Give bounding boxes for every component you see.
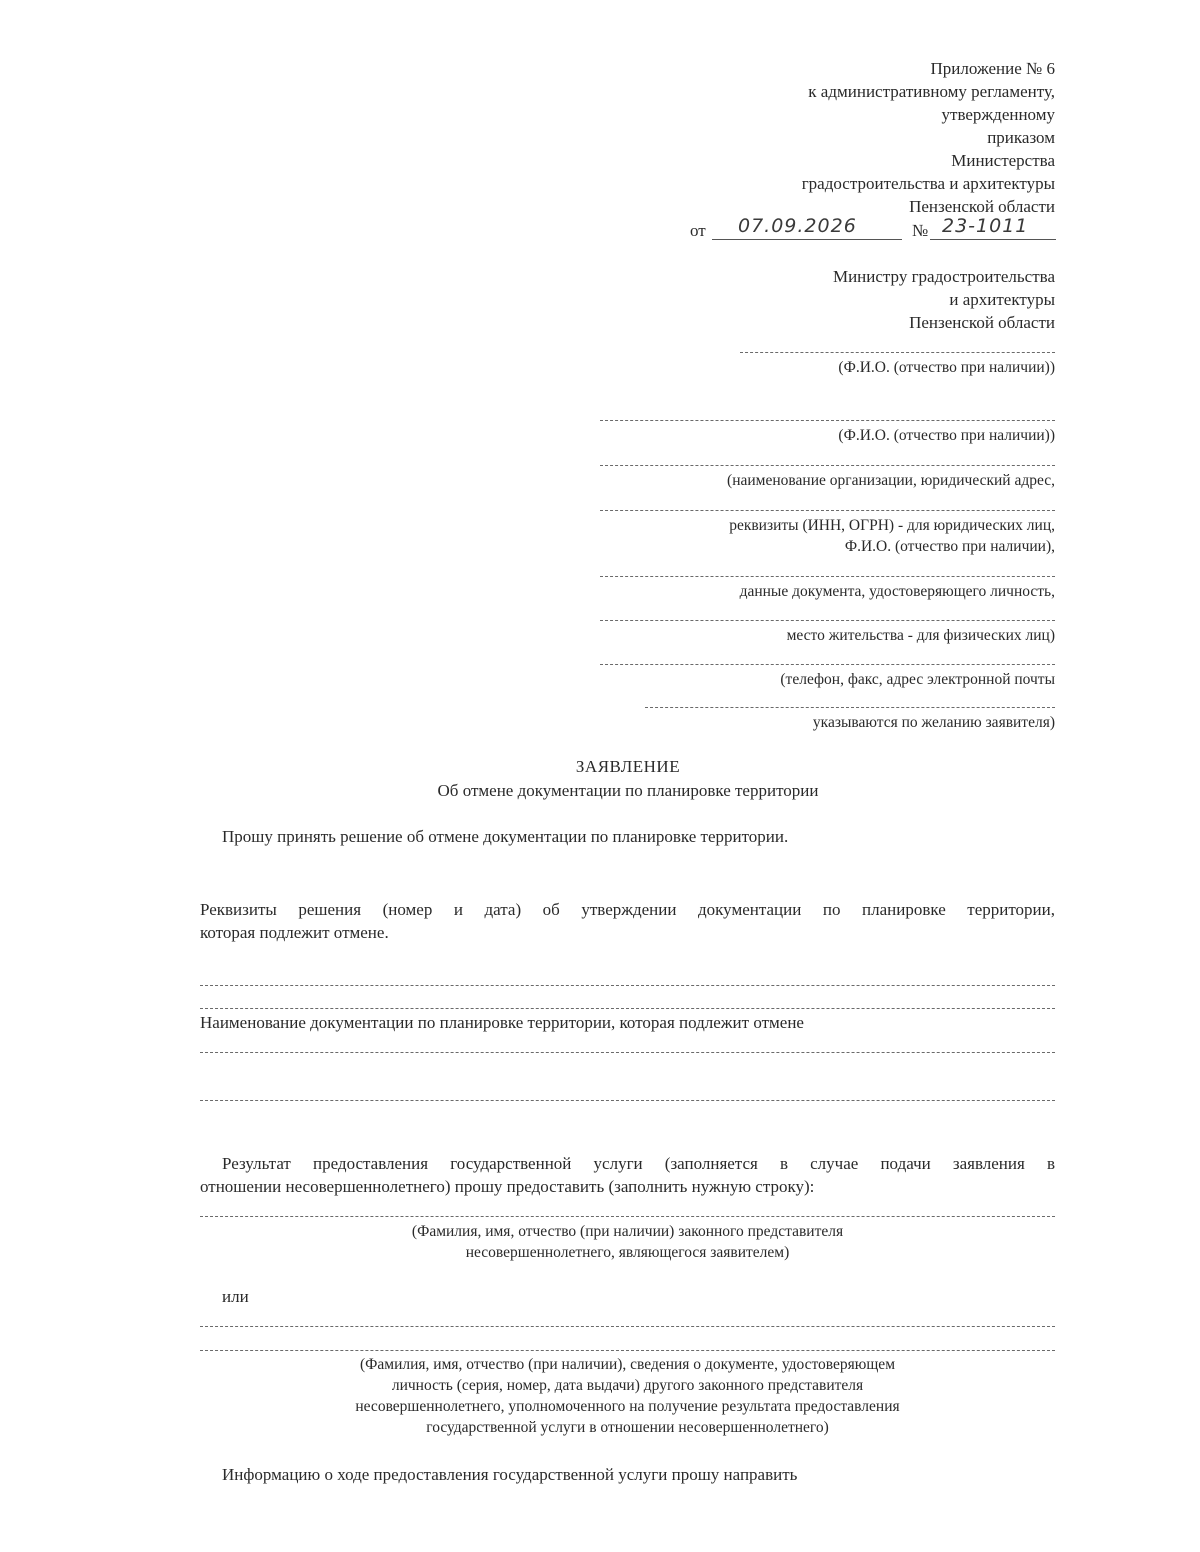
details-line [200,1008,1055,1009]
addressee-line: Пензенской области [909,313,1055,332]
number-label: № [912,221,929,240]
addressee-line: Министру градостроительства [832,267,1055,286]
or-label: или [222,1287,249,1306]
other-representative-caption: несовершеннолетнего, уполномоченного на получение результата предоставления [355,1398,900,1415]
doc-name-line [200,1052,1055,1053]
applicant-caption: Ф.И.О. (отчество при наличии), [844,538,1055,555]
date-underline [712,239,902,240]
date-from-label: от [690,221,706,240]
appendix-number: Приложение № 6 [930,59,1055,78]
applicant-caption: (телефон, факс, адрес электронной почты [780,671,1055,688]
number-underline [930,239,1056,240]
representative-caption: несовершеннолетнего, являющегося заявителем) [465,1244,790,1261]
applicant-fio-line [600,420,1055,421]
representative-caption: (Фамилия, имя, отчество (при наличии) законного представителя [411,1223,844,1240]
other-representative-line [200,1326,1055,1327]
applicant-caption: указываются по желанию заявителя) [812,714,1055,731]
number-handwritten: 23-1011 [942,215,1029,237]
header-line: Пензенской области [909,197,1055,216]
details-line [200,985,1055,986]
result-text-line1: Результат предоставления государственной услуги (заполняется в случае подачи заявления в [222,1154,1055,1173]
date-handwritten: 07.09.2026 [738,215,857,237]
minister-fio-caption: (Ф.И.О. (отчество при наличии)) [838,359,1055,376]
other-representative-line [200,1350,1055,1351]
applicant-caption: (наименование организации, юридический адрес, [727,472,1055,489]
applicant-caption: место жительства - для физических лиц) [786,627,1055,644]
header-line: утвержденному [941,105,1055,124]
applicant-id-line [600,576,1055,577]
header-line: градостроительства и архитектуры [801,174,1055,193]
representative-line [200,1216,1055,1217]
other-representative-caption: государственной услуги в отношении несовершеннолетнего) [426,1419,829,1436]
applicant-org-line-2 [600,510,1055,511]
header-line: Министерства [951,151,1055,170]
addressee-line: и архитектуры [949,290,1055,309]
applicant-org-line [600,465,1055,466]
header-line: приказом [987,128,1055,147]
applicant-caption: реквизиты (ИНН, ОГРН) - для юридических лиц, [729,517,1055,534]
statement-title: ЗАЯВЛЕНИЕ [575,757,681,776]
other-representative-caption: (Фамилия, имя, отчество (при наличии), сведения о документе, удостоверяющем [360,1356,895,1373]
other-representative-caption: личность (серия, номер, дата выдачи) другого законного представителя [391,1377,864,1394]
applicant-contact-line [600,664,1055,665]
applicant-caption: данные документа, удостоверяющего личность, [739,583,1055,600]
doc-name-label: Наименование документации по планировке территории, которая подлежит отмене [200,1013,804,1032]
statement-subtitle: Об отмене документации по планировке территории [437,781,819,800]
applicant-residence-line [600,620,1055,621]
minister-fio-line [740,352,1055,353]
result-text-line2: отношении несовершеннолетнего) прошу предоставить (заполнить нужную строку): [200,1177,815,1196]
details-text-line1: Реквизиты решения (номер и дата) об утверждении документации по планировке территории, [200,900,1055,919]
header-line: к административному регламенту, [808,82,1055,101]
details-text-line2: которая подлежит отмене. [200,923,389,942]
info-line: Информацию о ходе предоставления государственной услуги прошу направить [222,1465,798,1484]
applicant-contact-line-2 [645,707,1055,708]
applicant-fio-caption: (Ф.И.О. (отчество при наличии)) [838,427,1055,444]
request-text: Прошу принять решение об отмене документации по планировке территории. [222,827,789,846]
doc-name-line [200,1100,1055,1101]
